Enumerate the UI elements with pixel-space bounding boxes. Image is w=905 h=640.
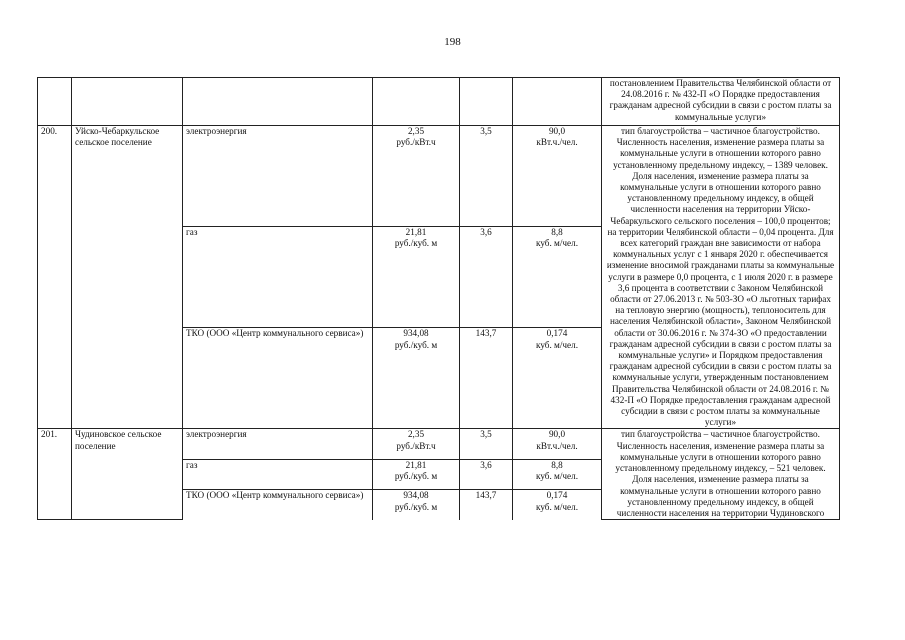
service-name: ТКО (ООО «Центр коммунального сервиса») <box>183 490 373 520</box>
tariff-value <box>373 227 460 328</box>
tariff-value <box>373 328 460 429</box>
norm-unit: куб. м/чел. <box>535 471 579 482</box>
tariff-value <box>373 459 460 489</box>
service-name: электроэнергия <box>183 429 373 459</box>
norm-value <box>513 459 602 489</box>
norm-unit: кВт.ч./чел. <box>536 440 578 451</box>
tariff-amount: 934,08 <box>403 490 429 501</box>
service-cell <box>183 78 373 126</box>
service-name: ТКО (ООО «Центр коммунального сервиса») <box>183 328 373 429</box>
tariff-unit: руб./кВт.ч <box>396 137 436 148</box>
index-value: 3,5 <box>460 126 513 227</box>
tariff-table <box>37 77 840 520</box>
entry-number: 200. <box>38 126 72 429</box>
norm-amount: 90,0 <box>548 429 566 440</box>
index-value: 143,7 <box>460 490 513 520</box>
tariff-unit: руб./куб. м <box>394 238 438 249</box>
index-value: 143,7 <box>460 328 513 429</box>
entry-number: 201. <box>38 429 72 520</box>
service-name: газ <box>183 227 373 328</box>
norm-amount: 0,174 <box>546 490 568 501</box>
norm-unit: куб. м/чел. <box>535 238 579 249</box>
norm-value <box>513 227 602 328</box>
table-row <box>38 126 840 227</box>
norm-value <box>513 328 602 429</box>
continuation-row <box>38 78 840 126</box>
settlement-name: Чудиновское сельское поселение <box>72 429 183 520</box>
tariff-cell <box>373 78 460 126</box>
entry-note: тип благоустройства – частичное благоустройство. Численность населения, изменение размера платы за коммунальные услуги в отношении которого равно установленному предельному индексу, – 521 человек. Доля населения, изменение размера платы за коммунальные услуги в отношении которого равно установленному предельному индексу, в общей численности населения на территории Чудиновского <box>602 429 840 520</box>
norm-value <box>513 429 602 459</box>
tariff-amount: 2,35 <box>407 429 425 440</box>
page-number: 198 <box>444 36 461 48</box>
norm-amount: 90,0 <box>548 126 566 136</box>
tariff-value <box>373 429 460 459</box>
index-value: 3,6 <box>460 459 513 489</box>
table-row <box>38 429 840 459</box>
tariff-amount: 2,35 <box>407 126 425 136</box>
settlement-name: Уйско-Чебаркульское сельское поселение <box>72 126 183 429</box>
index-value: 3,6 <box>460 227 513 328</box>
entry-note: тип благоустройства – частичное благоустройство. Численность населения, изменение размера платы за коммунальные услуги в отношении которого равно установленному предельному индексу, – 1389 человек. Доля населения, изменение размера платы за коммунальные услуги в отношении которого равно установленному предельному индексу, в общей численности населения на территории Уйско-Чебаркульского сельского поселения – 100,0 процентов; на территории Челябинской области – 0,04 процента. Для всех категорий граждан вне зависимости от набора коммунальных услуг с 1 января 2020 г. обеспечивается изменение вносимой гражданами платы за коммунальные услуги в размере 0,0 процента, с 1 июля 2020 г. в размере 3,6 процента в соответствии с Законом Челябинской области от 27.06.2013 г. № 503-ЗО «О льготных тарифах на тепловую энергию (мощность), теплоноситель для населения Челябинской области», Законом Челябинской области от 30.06.2016 г. № 374-ЗО «О предоставлении гражданам адресной субсидии в связи с ростом платы за коммунальные услуги» и Порядком предоставления гражданам адресной субсидии в связи с ростом платы за коммунальные услуги, утвержденным постановлением Правительства Челябинской области от 24.08.2016 г. № 432-П «О Порядке предоставления гражданам адресной субсидии в связи с ростом платы за коммунальные услуги» <box>602 126 840 429</box>
index-cell <box>460 78 513 126</box>
service-name: газ <box>183 459 373 489</box>
index-value: 3,5 <box>460 429 513 459</box>
tariff-unit: руб./куб. м <box>394 471 438 482</box>
norm-value <box>513 490 602 520</box>
norm-unit: куб. м/чел. <box>535 339 579 350</box>
tariff-amount: 21,81 <box>405 227 427 238</box>
num-cell <box>38 78 72 126</box>
norm-amount: 0,174 <box>546 328 568 339</box>
norm-unit: кВт.ч./чел. <box>536 137 578 148</box>
tariff-value <box>373 126 460 227</box>
tariff-amount: 934,08 <box>403 328 429 339</box>
norm-value <box>513 126 602 227</box>
norm-amount: 8,8 <box>551 459 563 470</box>
settlement-cell <box>72 78 183 126</box>
tariff-value <box>373 490 460 520</box>
tariff-unit: руб./куб. м <box>394 501 438 512</box>
norm-unit: куб. м/чел. <box>535 501 579 512</box>
tariff-unit: руб./куб. м <box>394 339 438 350</box>
service-name: электроэнергия <box>183 126 373 227</box>
norm-amount: 8,8 <box>551 227 563 238</box>
norm-cell <box>513 78 602 126</box>
note-cell: постановлением Правительства Челябинской области от 24.08.2016 г. № 432-П «О Порядке предоставления гражданам адресной субсидии в связи с ростом платы за коммунальные услуги» <box>602 78 840 126</box>
tariff-unit: руб./кВт.ч <box>396 440 436 451</box>
tariff-amount: 21,81 <box>405 459 427 470</box>
